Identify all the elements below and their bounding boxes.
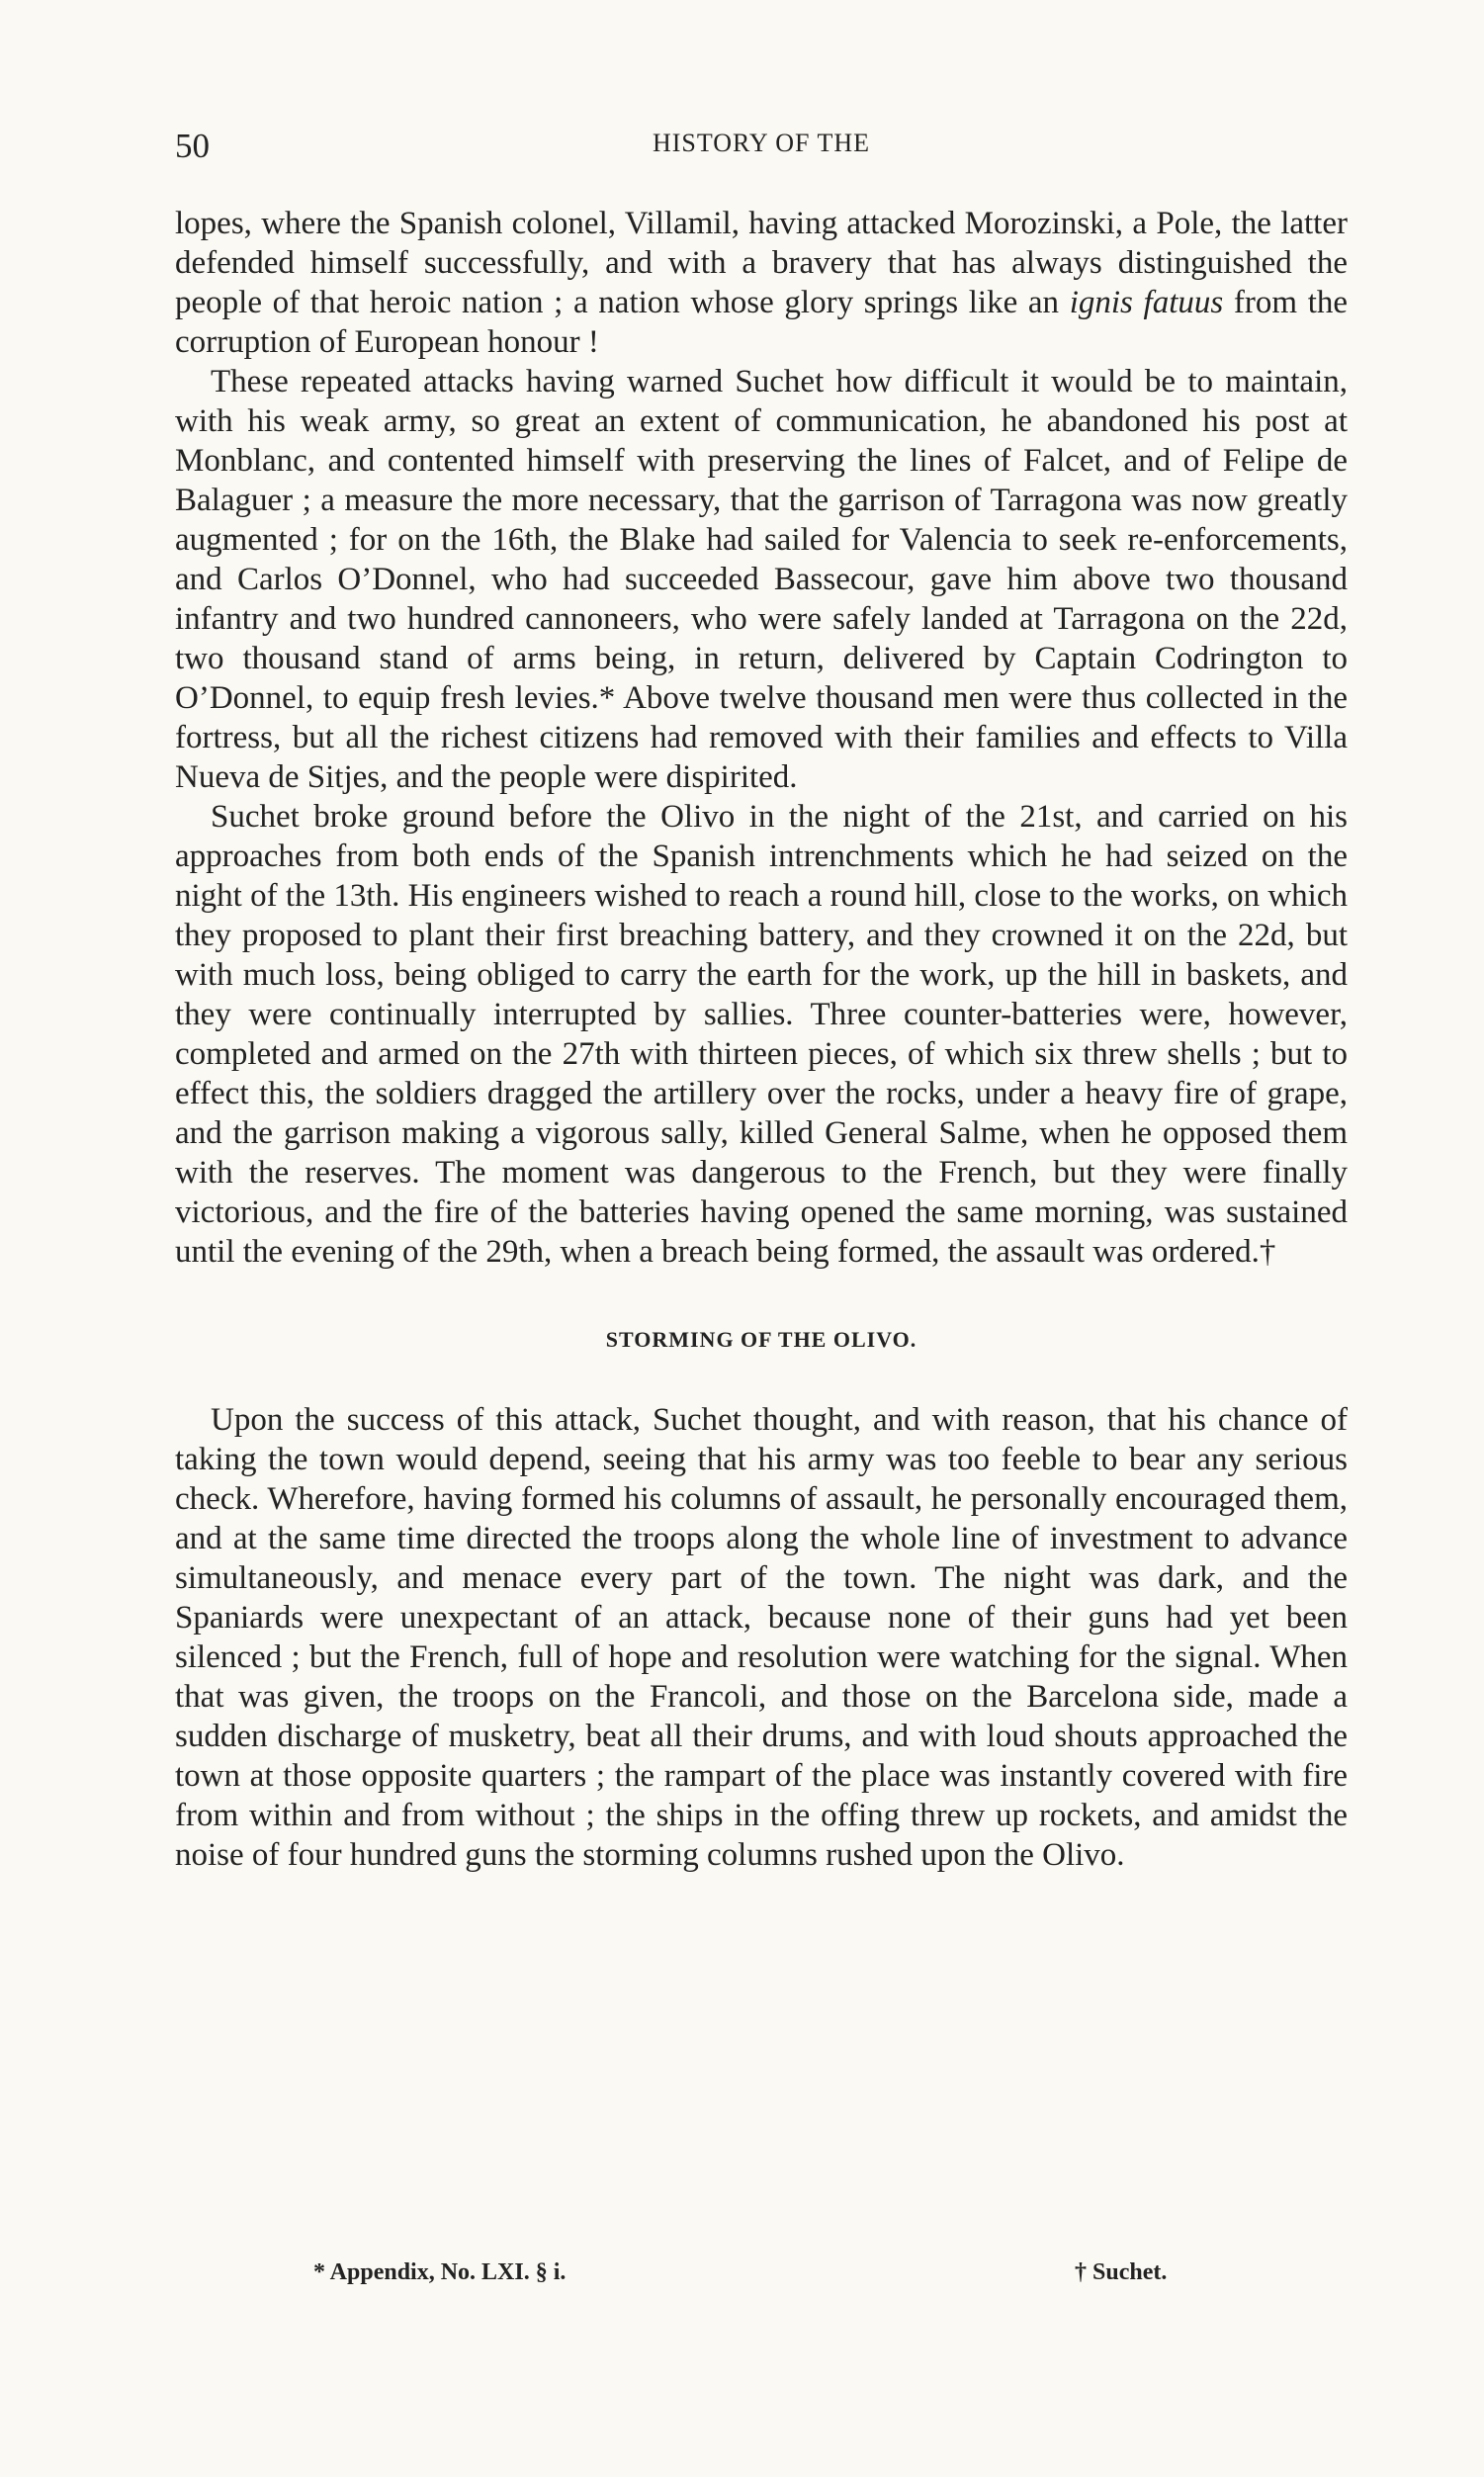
running-head — [175, 119, 1348, 170]
italic-phrase: ignis fatuus — [1069, 285, 1224, 320]
footnote-suchet: † Suchet. — [1075, 2259, 1168, 2285]
running-title: HISTORY OF THE — [652, 129, 871, 157]
paragraph-2: These repeated attacks having warned Suchet how difficult it would be to maintain, with his weak army, so great an extent of communication, he abandoned his post at Monblanc, and contented himself with preserving the lines of Falcet, and of Felipe de Balaguer ; a measure the more necessary, that the garrison of Tarragona was now greatly augmented ; for on the 16th, the Blake had sailed for Valencia to seek re-enforcements, and Carlos O’Donnel, who had succeeded Bassecour, gave him above two thousand infantry and two hundred cannoneers, who were safely landed at Tarragona on the 22d, two thousand stand of arms being, in return, delivered by Captain Codrington to O’Donnel, to equip fresh levies.* Above twelve thousand men were thus collected in the fortress, but all the richest citizens had removed with their families and effects to Villa Nueva de Sitjes, and the people were dispirited. — [175, 364, 1348, 795]
book-page — [175, 119, 1348, 1875]
footnote-appendix: * Appendix, No. LXI. § i. — [313, 2259, 567, 2285]
paragraph-3: Suchet broke ground before the Olivo in the night of the 21st, and carried on his approaches from both ends of the Spanish intrenchments which he had seized on the night of the 13th. His engineers wished to reach a round hill, close to the works, on which they proposed to plant their first breaching battery, and they crowned it on the 22d, but with much loss, being obliged to carry the earth for the work, up the hill in baskets, and they were continually interrupted by sallies. Three counter-batteries were, however, completed and armed on the 27th with thirteen pieces, of which six threw shells ; but to effect this, the soldiers dragged the artillery over the rocks, under a heavy fire of grape, and the garrison making a vigorous sally, killed General Salme, when he opposed them with the reserves. The moment was dangerous to the French, but they were finally victorious, and the fire of the batteries having opened the same morning, was sustained until the evening of the 29th, when a breach being formed, the assault was ordered.† — [175, 799, 1348, 1270]
paragraph-1-text: lopes, where the Spanish colonel, Villamil, having attacked Morozinski, a Pole, the latter defended himself successfully, and with a bravery that has always distinguished the people of that heroic nation ; a nation whose glory springs like an — [175, 206, 1348, 320]
paragraph-1 — [175, 204, 1348, 362]
section-body-text — [175, 1400, 1348, 1875]
page-number: 50 — [175, 127, 210, 165]
paragraph-4: Upon the success of this attack, Suchet thought, and with reason, that his chance of taking the town would depend, seeing that his army was too feeble to bear any serious check. Wherefore, having formed his columns of assault, he personally encouraged them, and at the same time directed the troops along the whole line of investment to advance simultaneously, and menace every part of the town. The night was dark, and the Spaniards were unexpectant of an attack, because none of their guns had yet been silenced ; but the French, full of hope and resolution were watching for the signal. When that was given, the troops on the Francoli, and those on the Barcelona side, made a sudden discharge of musketry, beat all their drums, and with loud shouts approached the town at those opposite quarters ; the rampart of the place was instantly covered with fire from within and from without ; the ships in the offing threw up rockets, and amidst the noise of four hundred guns the storming columns rushed upon the Olivo. — [175, 1402, 1348, 1873]
body-text — [175, 204, 1348, 1272]
section-heading: STORMING OF THE OLIVO. — [605, 1327, 917, 1352]
paragraph-1-text-end: from the corruption of European honour ! — [175, 285, 1349, 360]
